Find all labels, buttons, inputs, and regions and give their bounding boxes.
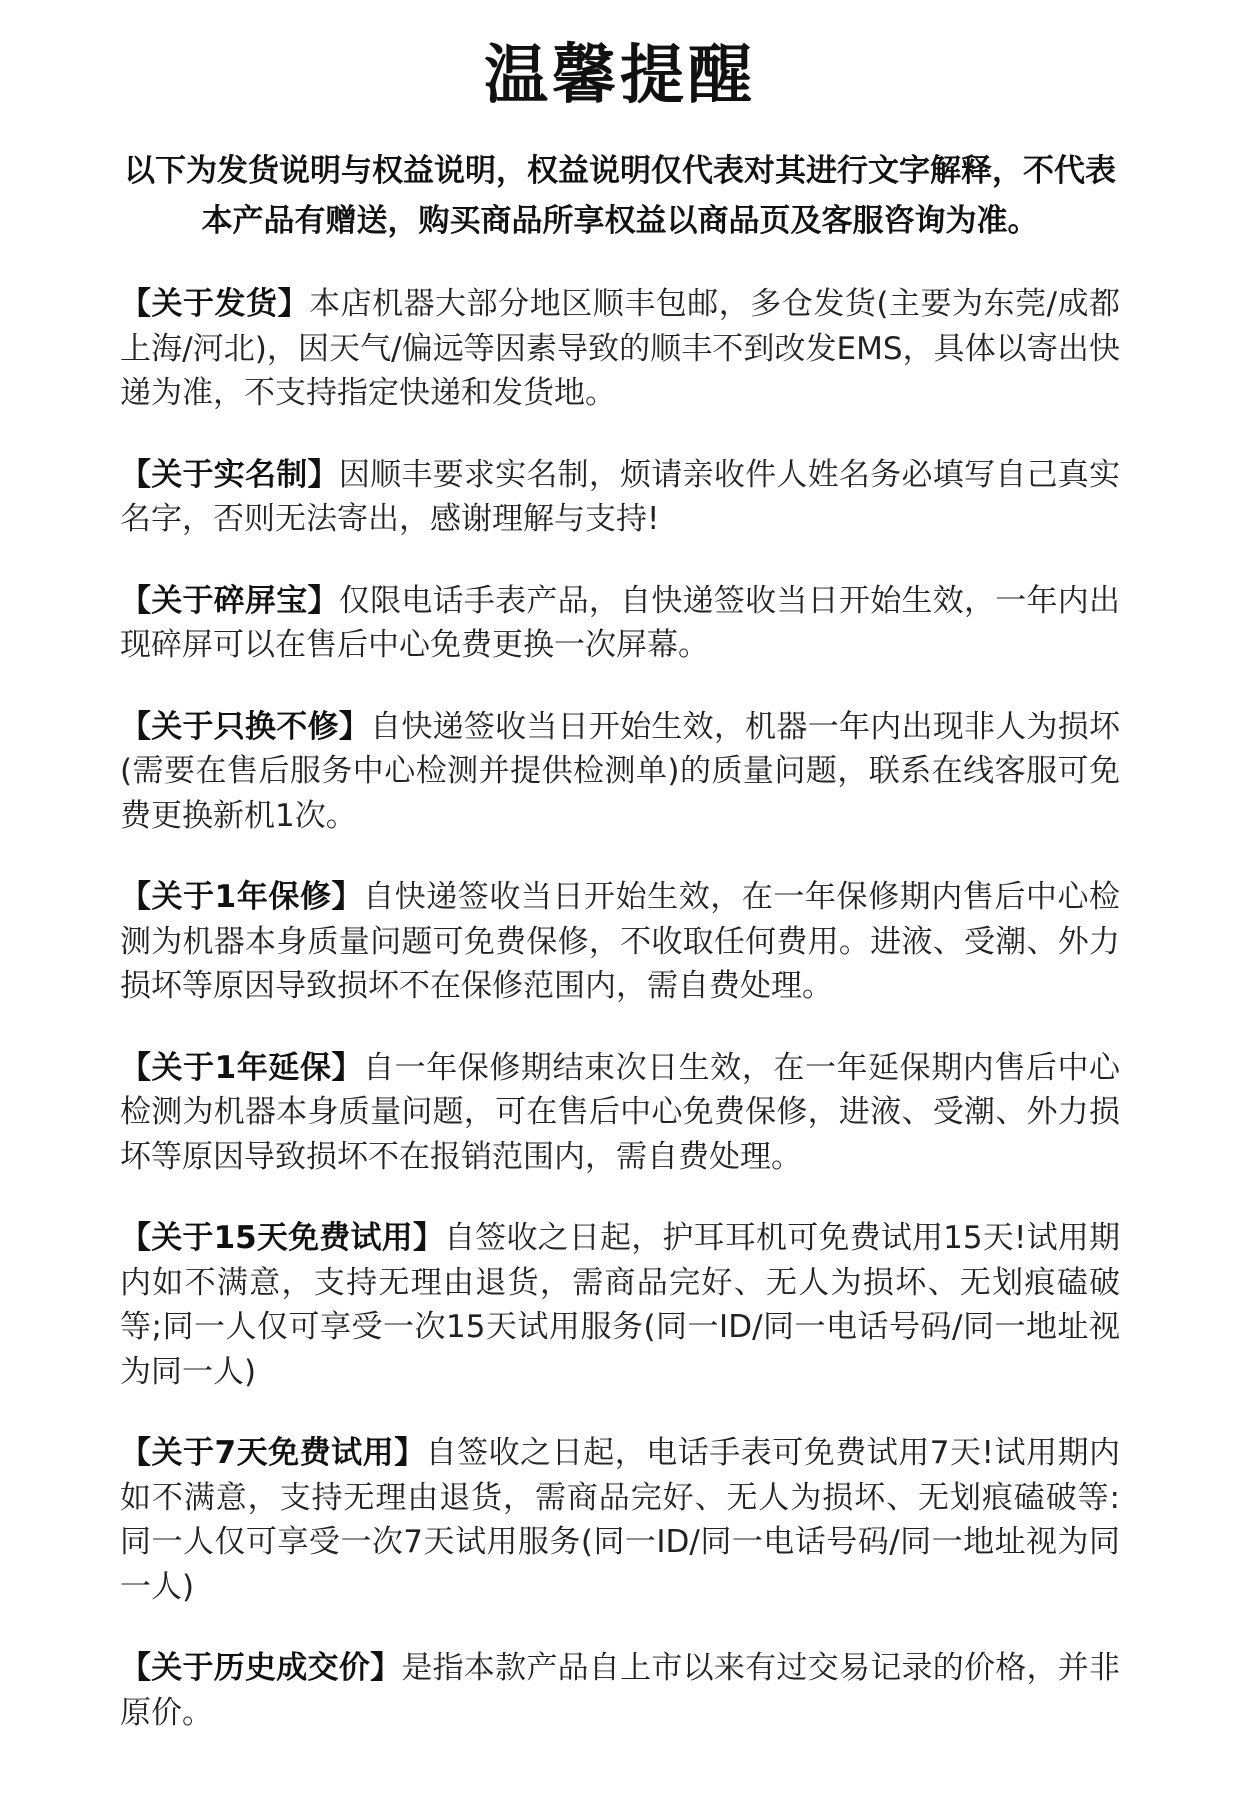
- section-text: 本店机器大部分地区顺丰包邮，多仓发货(主要为东莞/成都上海/河北)，因天气/偏远等因素导致的顺丰不到改发EMS，具体以寄出快递为准，不支持指定快递和发货地。: [120, 286, 1120, 411]
- section-shipping: [120, 282, 1120, 416]
- page-title: 温馨提醒: [484, 39, 756, 113]
- section-15-day-trial: [120, 1216, 1120, 1394]
- section-real-name: [120, 453, 1120, 542]
- section-heading: 【关于碎屏宝】: [120, 582, 339, 619]
- section-text: 自签收之日起，护耳耳机可免费试用15天!试用期内如不满意，支持无理由退货，需商品完好、无人为损坏、无划痕磕破等;同一人仅可享受一次15天试用服务(同一ID/同一电话号码/同一地址视为同一人): [120, 1220, 1121, 1390]
- intro-text: 以下为发货说明与权益说明，权益说明仅代表对其进行文字解释，不代表本产品有赠送，购买商品所享权益以商品页及客服咨询为准。: [124, 153, 1116, 239]
- section-replace-only: [120, 705, 1120, 839]
- section-heading: 【关于只换不修】: [120, 708, 371, 745]
- section-warranty: [120, 875, 1120, 1009]
- section-heading: 【关于15天免费试用】: [120, 1220, 445, 1256]
- section-heading: 【关于实名制】: [120, 456, 339, 493]
- section-text: 自快递签收当日开始生效，在一年保修期内售后中心检测为机器本身质量问题可免费保修，不收取任何费用。进液、受潮、外力损坏等原因导致损坏不在保修范围内，需自费处理。: [120, 879, 1121, 1004]
- section-extended-warranty: [120, 1046, 1120, 1180]
- section-text: 因顺丰要求实名制，烦请亲收件人姓名务必填写自己真实名字，否则无法寄出，感谢理解与支持!: [120, 456, 1121, 537]
- section-text: 仅限电话手表产品，自快递签收当日开始生效，一年内出现碎屏可以在售后中心免费更换一次屏幕。: [120, 582, 1121, 663]
- section-7-day-trial: [120, 1431, 1120, 1609]
- section-heading: 【关于1年延保】: [120, 1049, 364, 1086]
- section-heading: 【关于发货】: [120, 286, 310, 322]
- section-text: 自签收之日起，电话手表可免费试用7天!试用期内如不满意，支持无理由退货，需商品完好、无人为损坏、无划痕磕破等:同一人仅可享受一次7天试用服务(同一ID/同一电话号码/同一地址视为同一人): [120, 1435, 1120, 1605]
- section-heading: 【关于1年保修】: [120, 879, 364, 915]
- section-text: 是指本款产品自上市以来有过交易记录的价格，并非原价。: [120, 1650, 1121, 1731]
- notice-sections: [120, 282, 1120, 1772]
- section-heading: 【关于7天免费试用】: [120, 1435, 426, 1471]
- section-historical-price: [120, 1646, 1120, 1735]
- section-screen-insurance: [120, 579, 1120, 668]
- section-heading: 【关于历史成交价】: [120, 1650, 402, 1686]
- section-text: 自一年保修期结束次日生效，在一年延保期内售后中心检测为机器本身质量问题，可在售后中心免费保修，进液、受潮、外力损坏等原因导致损坏不在报销范围内，需自费处理。: [120, 1049, 1121, 1175]
- section-text: 自快递签收当日开始生效，机器一年内出现非人为损坏(需要在售后服务中心检测并提供检测单)的质量问题，联系在线客服可免费更换新机1次。: [120, 708, 1121, 834]
